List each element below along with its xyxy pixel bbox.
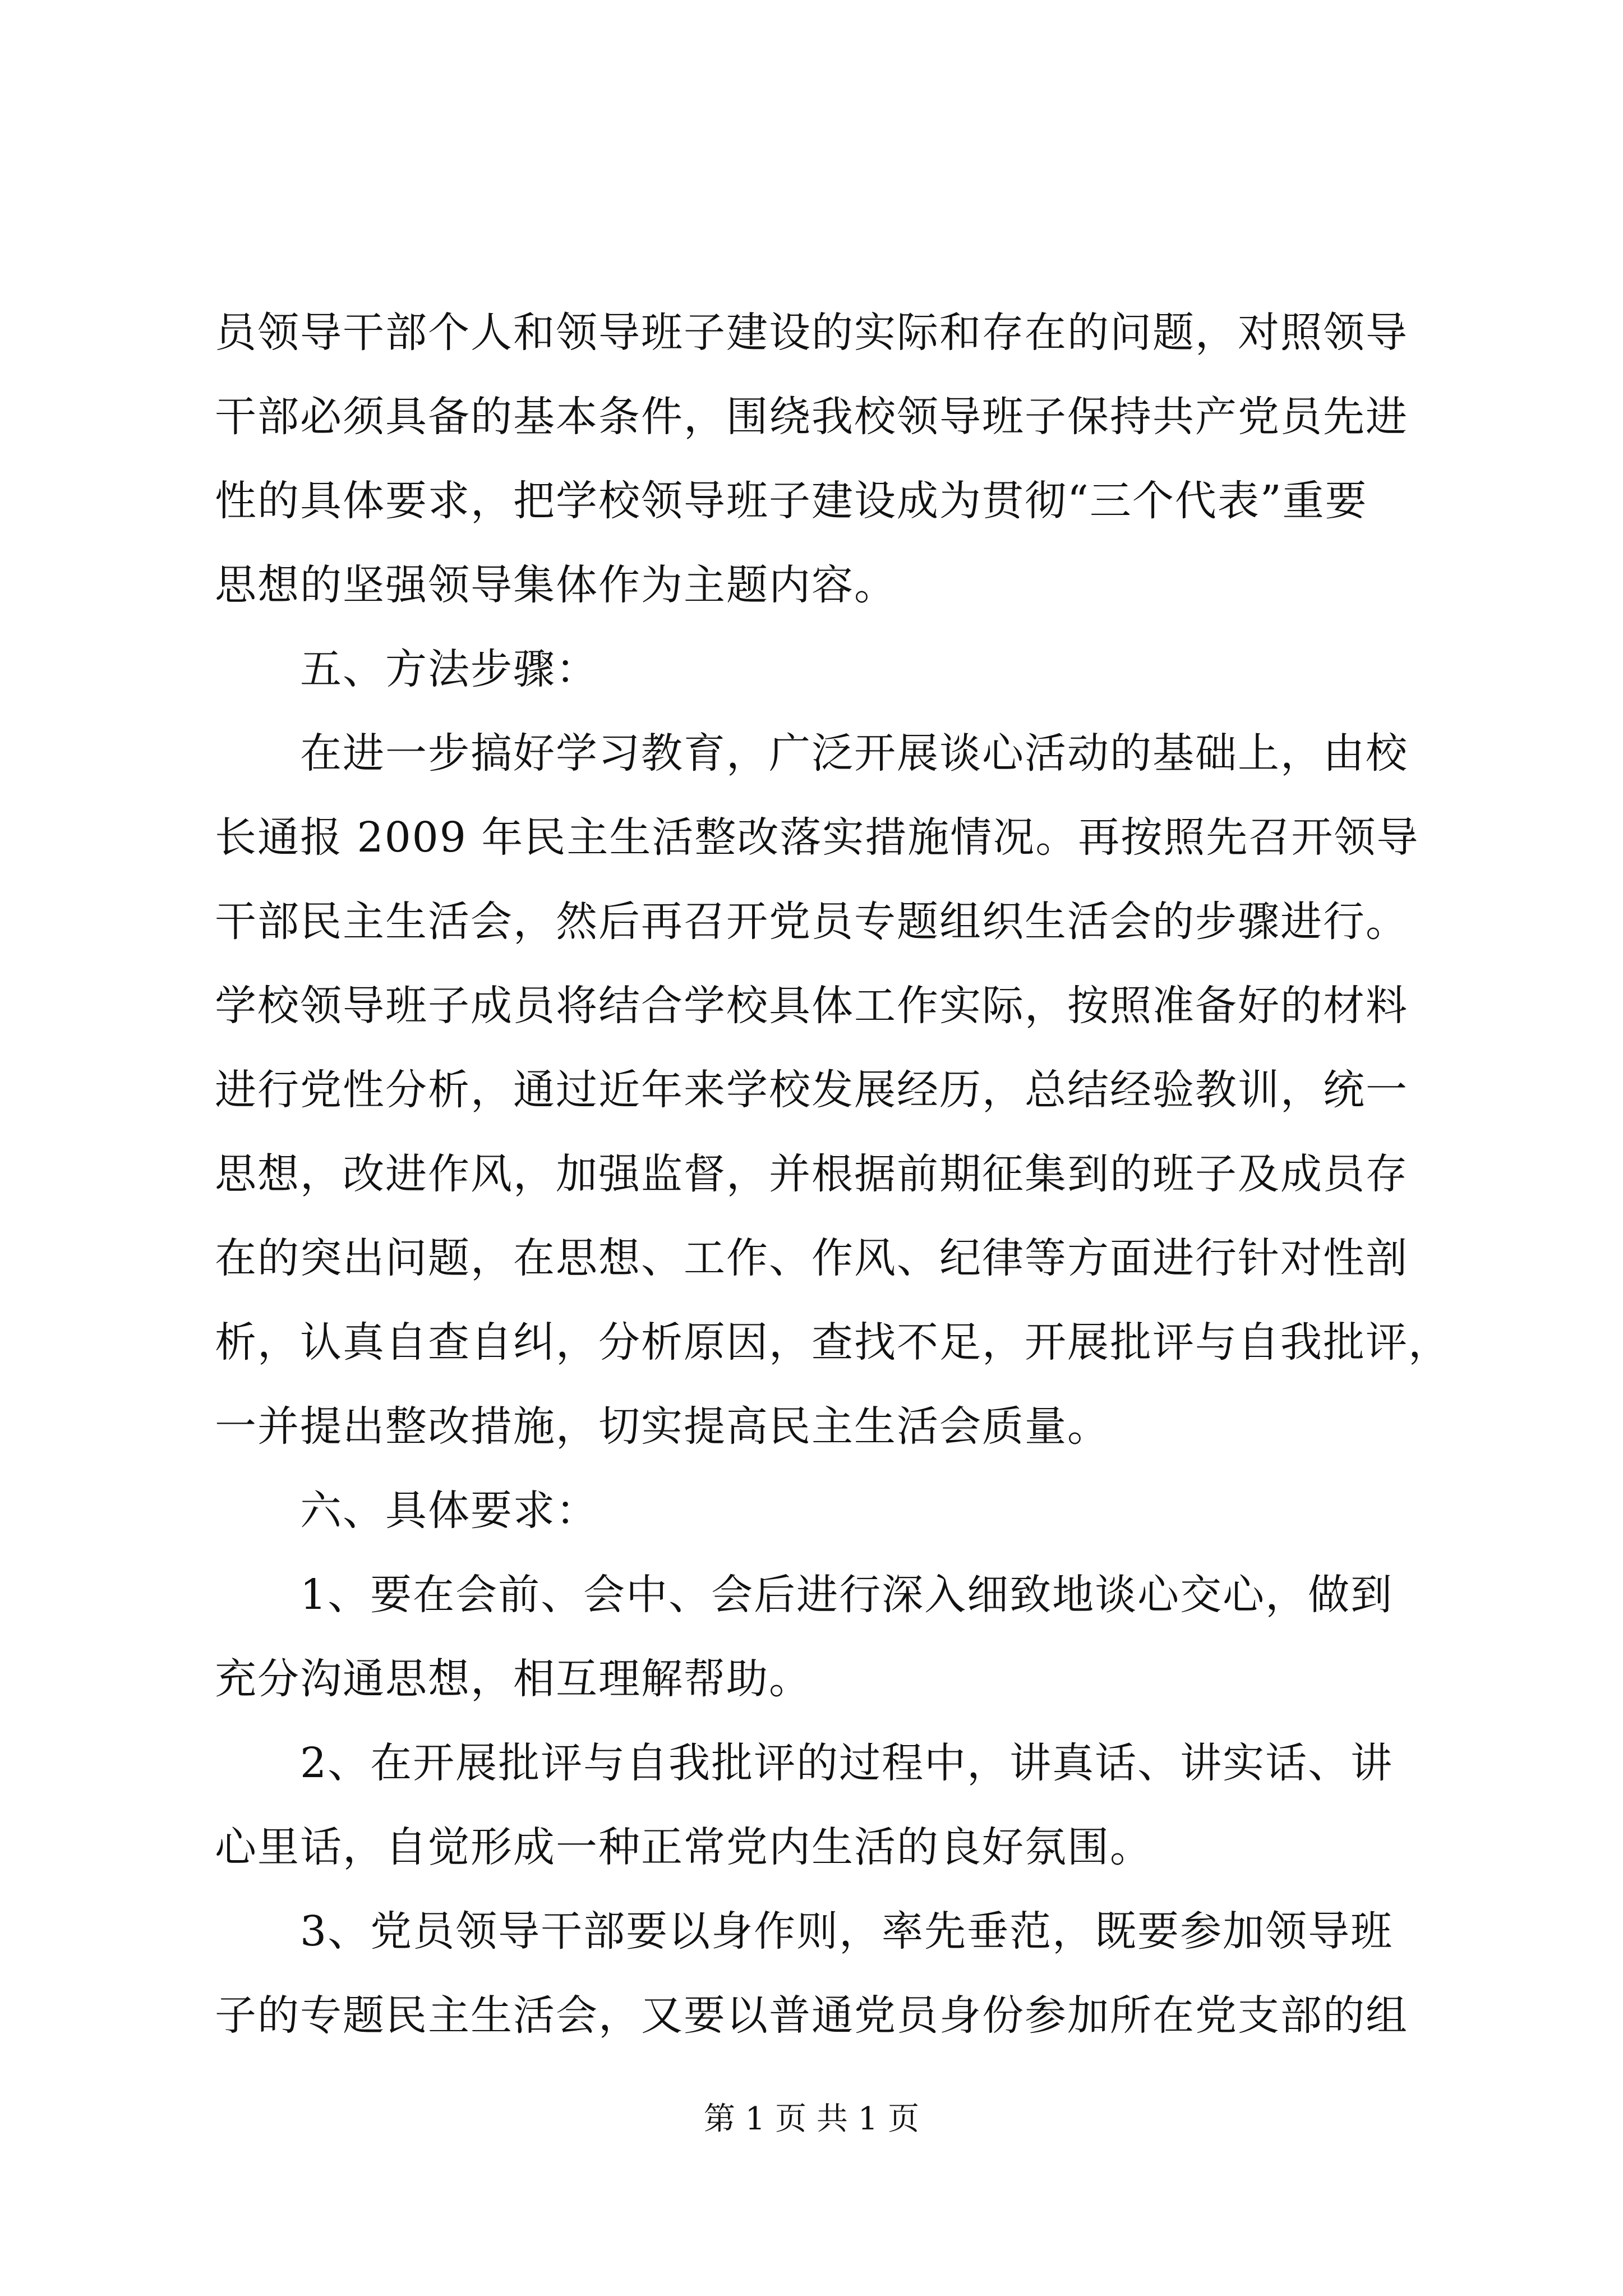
text-line-16: 1、要在会前、会中、会后进行深入细致地谈心交心，做到 bbox=[300, 1571, 1394, 1619]
text-line-9: 学校领导班子成员将结合学校具体工作实际，按照准备好的材料 bbox=[215, 982, 1408, 1030]
text-line-17: 充分沟通思想，相互理解帮助。 bbox=[215, 1655, 811, 1703]
text-line-19: 心里话，自觉形成一种正常党内生活的良好氛围。 bbox=[215, 1823, 1152, 1871]
text-line-14: 一并提出整改措施，切实提高民主生活会质量。 bbox=[215, 1402, 1110, 1451]
text-line-11: 思想，改进作风，加强监督，并根据前期征集到的班子及成员存 bbox=[215, 1150, 1408, 1198]
text-line-6: 在进一步搞好学习教育，广泛开展谈心活动的基础上，由校 bbox=[300, 729, 1408, 777]
text-line-20: 3、党员领导干部要以身作则，率先垂范，既要参加领导班 bbox=[300, 1907, 1394, 1955]
text-line-18: 2、在开展批评与自我批评的过程中，讲真话、讲实话、讲 bbox=[300, 1739, 1394, 1787]
text-line-1: 员领导干部个人和领导班子建设的实际和存在的问题，对照领导 bbox=[215, 309, 1408, 357]
text-line-7: 长通报 2009 年民主生活整改落实措施情况。再按照先召开领导 bbox=[215, 813, 1419, 862]
text-line-10: 进行党性分析，通过近年来学校发展经历，总结经验教训，统一 bbox=[215, 1066, 1408, 1114]
text-line-4: 思想的坚强领导集体作为主题内容。 bbox=[215, 561, 897, 609]
document-body bbox=[215, 291, 1451, 2058]
page-number-footer: 第 1 页 共 1 页 bbox=[703, 2101, 920, 2137]
text-line-13: 析，认真自查自纠，分析原因，查找不足，开展批评与自我批评， bbox=[215, 1318, 1451, 1366]
text-line-12: 在的突出问题，在思想、工作、作风、纪律等方面进行针对性剖 bbox=[215, 1234, 1408, 1282]
text-line-3: 性的具体要求，把学校领导班子建设成为贯彻“三个代表”重要 bbox=[215, 477, 1368, 525]
text-line-21: 子的专题民主生活会，又要以普通党员身份参加所在党支部的组 bbox=[215, 1991, 1408, 2040]
section-heading-requirements: 六、具体要求： bbox=[300, 1487, 598, 1535]
text-line-2: 干部必须具备的基本条件，围绕我校领导班子保持共产党员先进 bbox=[215, 393, 1408, 441]
text-line-8: 干部民主生活会，然后再召开党员专题组织生活会的步骤进行。 bbox=[215, 898, 1408, 946]
section-heading-methods: 五、方法步骤： bbox=[300, 645, 598, 693]
